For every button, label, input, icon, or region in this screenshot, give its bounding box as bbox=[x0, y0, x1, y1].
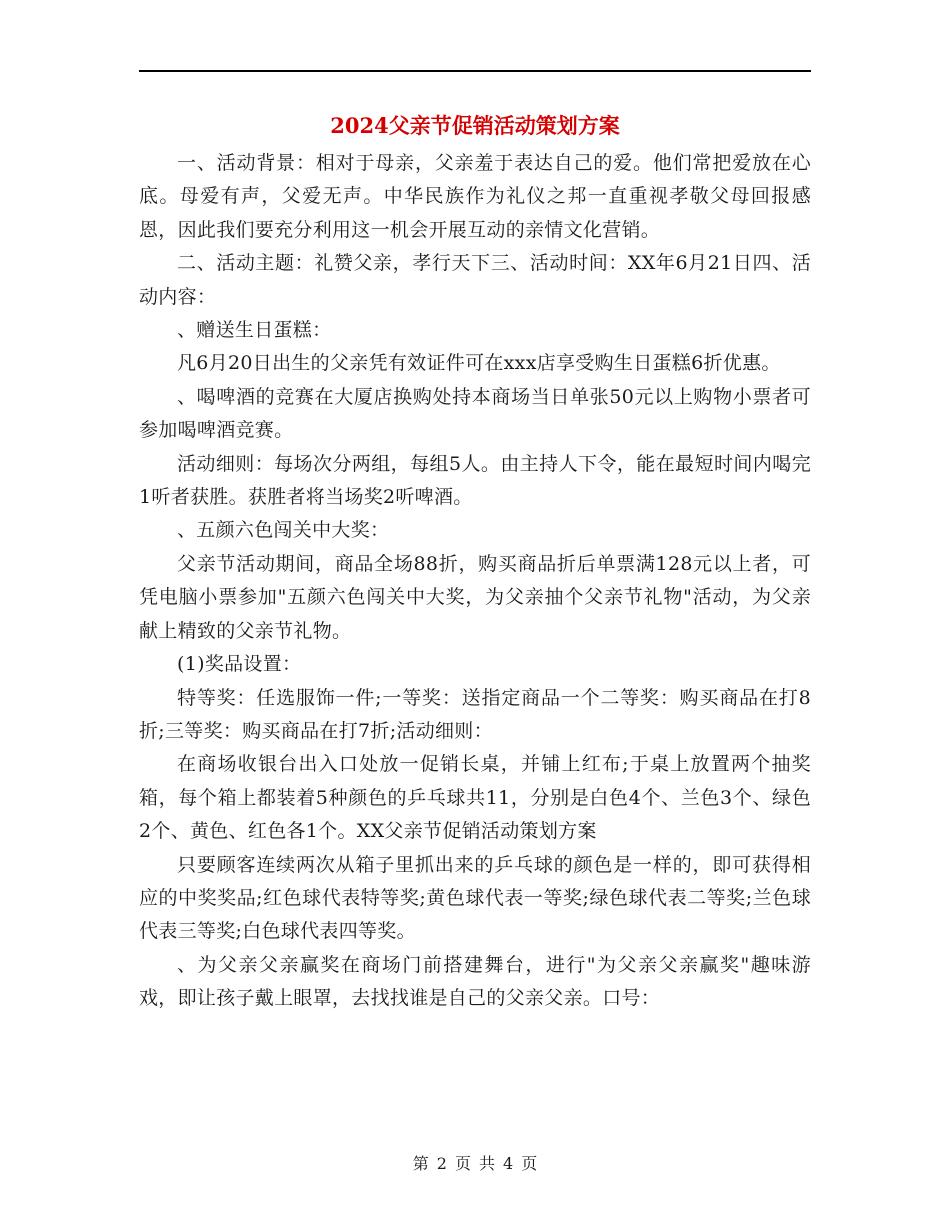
total-page-count: 4 bbox=[503, 1154, 514, 1173]
paragraph: 、为父亲父亲赢奖在商场门前搭建舞台，进行"为父亲父亲赢奖"趣味游戏，即让孩子戴上眼罩，去找找谁是自己的父亲父亲。口号： bbox=[139, 953, 811, 1010]
footer-di: 第 bbox=[412, 1154, 429, 1173]
document-title: 2024父亲节促销活动策划方案 bbox=[330, 113, 620, 138]
paragraph: 、喝啤酒的竞赛在大厦店换购处持本商场当日单张50元以上购物小票者可参加喝啤酒竞赛。 bbox=[139, 385, 811, 442]
paragraph: 在商场收银台出入口处放一促销长桌，并铺上红布;于桌上放置两个抽奖箱，每个箱上都装着5种颜色的乒乓球共11，分别是白色4个、兰色3个、绿色2个、黄色、红色各1个。XX父亲节促销活动策划方案 bbox=[139, 753, 811, 843]
paragraph: 活动细则：每场次分两组，每组5人。由主持人下令，能在最短时间内喝完1听者获胜。获胜者将当场奖2听啤酒。 bbox=[139, 452, 811, 509]
paragraph: 、赠送生日蛋糕： bbox=[177, 319, 332, 342]
document-body bbox=[139, 147, 811, 1016]
page-footer bbox=[0, 1152, 950, 1176]
paragraph: 只要顾客连续两次从箱子里抓出来的乒乓球的颜色是一样的，即可获得相应的中奖奖品;红色球代表特等奖;黄色球代表一等奖;绿色球代表二等奖;兰色球代表三等奖;白色球代表四等奖。 bbox=[139, 853, 811, 943]
paragraph: (1)奖品设置： bbox=[177, 653, 302, 676]
footer-ye2: 页 bbox=[521, 1154, 538, 1173]
paragraph: 父亲节活动期间，商品全场88折，购买商品折后单票满128元以上者，可凭电脑小票参加"五颜六色闯关中大奖，为父亲抽个父亲节礼物"活动，为父亲献上精致的父亲节礼物。 bbox=[139, 552, 811, 642]
paragraph: 特等奖：任选服饰一件;一等奖：送指定商品一个二等奖：购买商品在打8折;三等奖：购买商品在打7折;活动细则： bbox=[139, 686, 811, 742]
footer-ye: 页 bbox=[454, 1154, 471, 1173]
paragraph: 、五颜六色闯关中大奖： bbox=[177, 519, 390, 542]
paragraph: 二、活动主题：礼赞父亲，孝行天下三、活动时间：XX年6月21日四、活动内容： bbox=[139, 252, 811, 308]
footer-gong: 共 bbox=[479, 1154, 496, 1173]
paragraph: 一、活动背景：相对于母亲，父亲羞于表达自己的爱。他们常把爱放在心底。母爱有声，父爱无声。中华民族作为礼仪之邦一直重视孝敬父母回报感恩，因此我们要充分利用这一机会开展互动的亲情文化营销。 bbox=[139, 152, 811, 241]
current-page-number: 2 bbox=[436, 1154, 447, 1173]
header-rule bbox=[139, 70, 811, 72]
paragraph: 凡6月20日出生的父亲凭有效证件可在xxx店享受购生日蛋糕6折优惠。 bbox=[177, 352, 781, 375]
